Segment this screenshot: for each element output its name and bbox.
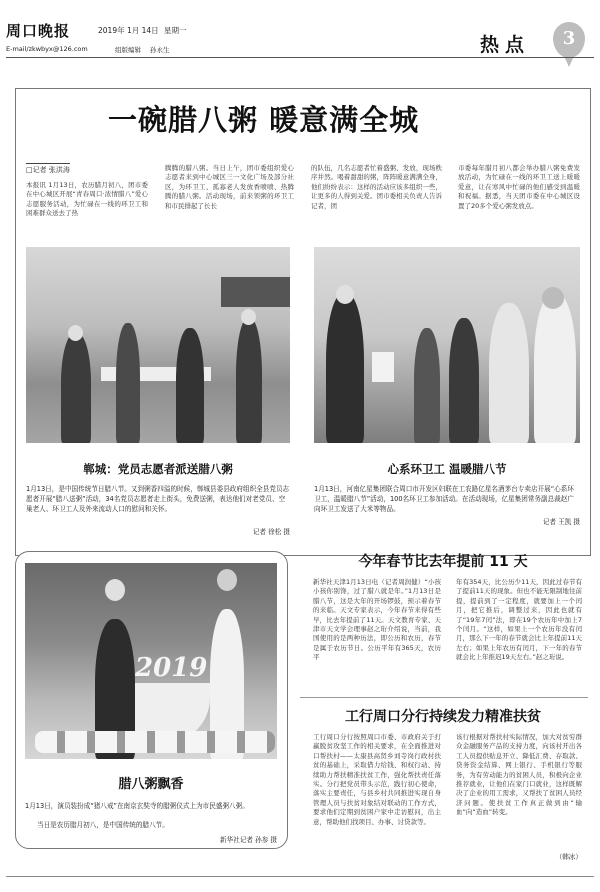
masthead-rule [6,57,594,58]
page-number-badge [553,22,585,58]
photo-left-credit: 记者 徐松 摄 [252,528,290,536]
newspaper-logo: 周口晚报 [6,22,71,40]
issue-date: 2019年 1月 14日 [98,26,159,35]
main-headline: 一碗腊八粥 暖意满全城 [108,103,420,137]
bank-story-col-2: 该行根据对帮扶村实际情况，加大对贫穷群众金融服务产品的支持力度，向该村开出各工人员提供贴息开立、降低汇费、存取款、贷务资金结算、网上银行、手机银行等服务，为有劳动能力的贫困人员，积极向企业推荐就业，让他们在家门口就业，这样既解决了企业的用工需求，又帮扶了贫困人员经济问题。使扶贫工作真正做到由“输血”向“造血”转变。 [456,733,582,817]
main-story-col-1: 本报讯 1月13日，农历腊月初八，团市委在中心城区开展“青春周口·浓情腊八”爱心志愿服务活动，为忙碌在一线的环卫工和困难群众送去了热 [26,181,148,218]
page-bottom-rule [6,876,594,877]
photo-bottom-caption-1: 1月13日，演员装扮成“猪八戒”在南京玄奘寺的腊粥仪式上为市民盛粥八粥。 [25,802,249,810]
contact-email: E-mail/zkwbyx@126.com [6,45,88,53]
main-story-col-3: 的队伍，几名志愿者忙着盛粥、发放，现场秩序井然。喝着甜甜的粥，阵阵暖意满满全身，他们纷纷表示：这样的活动应该多组织一些，让更多的人得到关爱。团市委相关负责人告诉记者，团 [311,164,442,210]
photo-left-tent [221,277,290,307]
photo-right-bag [372,352,394,382]
photo-right-person [489,303,529,443]
photo-left-person [236,318,262,443]
issue-weekday: 星期一 [164,26,187,35]
bank-story-headline: 工行周口分行持续发力精准扶贫 [345,709,541,725]
bank-story-credit: （韩冰） [555,853,582,861]
editor-name: 孙永生 [150,46,170,54]
bank-story-col-1: 工行周口分行按照周口市委、市政府关于打赢脱贫攻坚工作的相关要求，在全面推进对口帮扶村——太康县高贤乡刘寺岗行政村扶贫的基础上，采取借力给钱、和权行动、持续助力帮扶精准扶贫工作，强化帮扶责任落实。分行把党员带头示范，践行初心使命，落实主要责任，与县乡村共同推进实现自身管理人员与扶贫对象结对联动的工作方式，要求他们定期到贫困户家中走访慰问，出主意，帮助他们找项目、办事、讨贷款等。 [313,733,441,826]
photo-bottom-credit: 新华社记者 孙参 摄 [220,836,277,844]
photo-bottom-caption-2: 当日是农历腊月初八，是中国传统的腊八节。 [37,821,169,829]
page-number: 3 [562,28,576,49]
photo-left-head [68,325,83,341]
photo-bottom-bowls [35,731,275,753]
main-story-col-2: 腾腾的腊八粥。当日上午，团市委组织爱心志愿者来到中心城区三一文化广场及部分社区，为环卫工、孤寡老人发放香喷喷、热腾腾的腊八粥。活动现场，前来领粥的环卫工和市民排起了长长 [165,164,294,210]
photo-right-caption: 1月13日，河南亿星集团联合周口市开发区妇联在工农路亿星名酒茅台专卖店开展“心系环卫工，温暖腊八节”活动，100名环卫工参加活动。在活动现场，亿星集团常务副总裁赵广向环卫工发送了大米等物品。 [314,485,574,513]
spring-story-col-1: 新华社天津1月13日电（记者周润健）“小孩小孩你别馋，过了腊八就是年。”1月13日是腊八节，这是大年的开场锣鼓，预示着春节的来临。天文专家表示，今年春节来得有些早，比去年提前了11天。天文教育专家、天津市天文学会理事赵之珩介绍说，当前，我国使用的是两种历法，即公历和农历，春节是属于农历节日。公历平年有365天，农历平 [313,578,441,662]
spring-story-col-2: 年有354天，比公历少11天，因此过春节有了提前11天的现象。但也不能无限制地往前提，提前到了一定程度，就要加上一个闰月，把它推后，调整过来，因此也就有了“19年7闰”法，即在19个农历年中加上7个闰月。“这样，如果上一个农历年没有闰月，那么下一年的春节就会比上年提前11天左右；如果上年农历有闰月，下一年的春节就会比上年推迟19天左右。”赵之珩说。 [456,578,582,662]
photo-bottom-head [217,569,237,591]
photo-right-head [336,285,354,304]
photo-left-caption: 1月13日，是中国传统节日腊八节。又到粥香四溢的时候，郸城县委县政府组织全县党员志愿者开展“腊八送粥”活动，34名党员志愿者走上街头，免费送粥，表达他们对老党员、空巢老人、环卫工人及外来流动人口的慰问和关怀。 [26,485,290,513]
editor-label: 组版编辑 [115,46,141,54]
photo-right-person [414,328,440,443]
photo-bottom-year-mark: 2019 [135,653,208,683]
photo-right-title: 心系环卫工 温暖腊八节 [387,462,507,476]
main-story-col-4: 市委每年腊月初八都会举办腊八粥免费发放活动，为忙碌在一线的环卫工送上暖暖爱意，让在寒风中忙碌的他们感受到温暖和祝福。据悉，当天团市委在中心城区设置了20多个爱心粥发放点。 [458,164,580,210]
photo-right-person [326,293,364,443]
photo-right-head [542,287,564,309]
photo-left-person [61,333,91,443]
main-byline: □记者 张洪涛 [26,163,70,175]
photo-right-person [449,318,479,443]
photo-right-credit: 记者 王凯 摄 [542,518,580,526]
photo-bottom-title: 腊八粥飘香 [118,777,184,792]
section-title: 热点 [480,34,531,56]
photo-right-person [534,293,576,443]
spring-story-headline: 今年春节比去年提前 11 天 [358,554,528,570]
photo-left-title: 郸城：党员志愿者派送腊八粥 [83,462,233,476]
photo-left-person [116,323,140,443]
photo-left-image [26,247,290,443]
photo-left-person [176,328,204,443]
photo-right-image [314,247,580,443]
photo-left-head [241,309,256,325]
section-divider [300,697,588,698]
photo-bottom-head [105,579,125,601]
photo-bottom-image [25,563,277,759]
